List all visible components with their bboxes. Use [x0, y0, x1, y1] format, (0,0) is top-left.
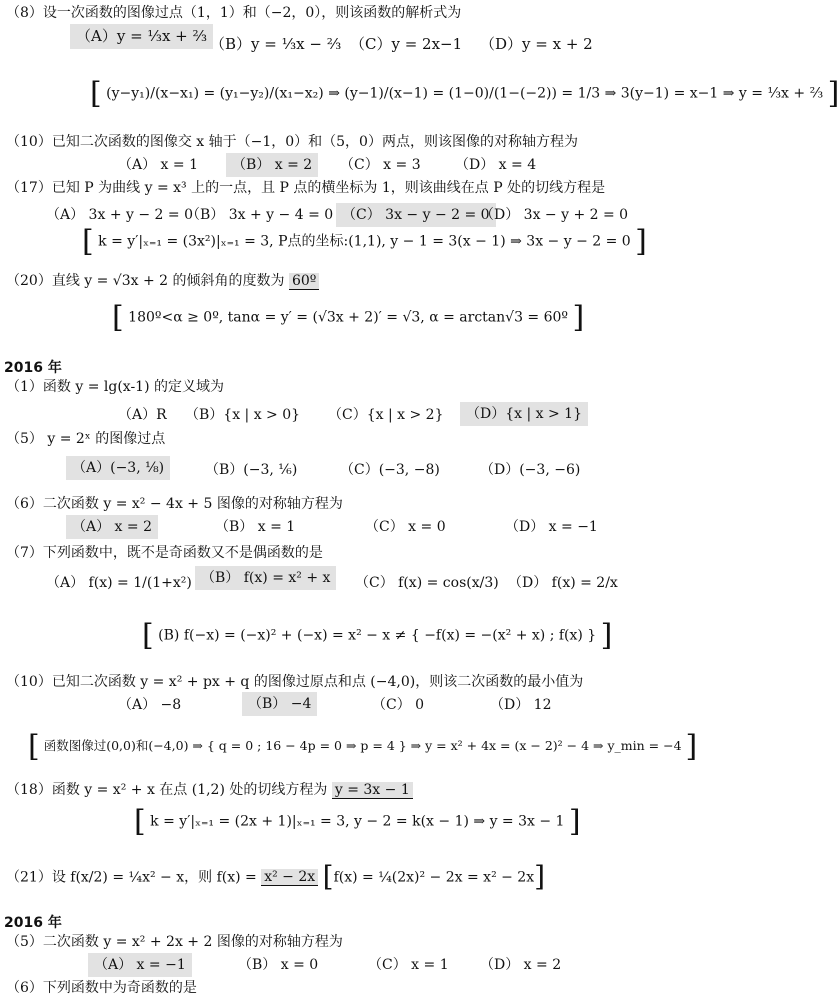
question-1-stem: （1）函数 y = lg(x-1) 的定义域为 [6, 379, 224, 395]
q10-option-d[interactable]: （D） x = 4 [455, 157, 537, 173]
q21-answer: x² − 2x [261, 869, 318, 886]
q8-option-b[interactable]: （B）y = ⅓x − ⅔ [210, 35, 342, 53]
q17-solution [82, 224, 647, 259]
q10b-solution [28, 729, 698, 764]
q8-option-c[interactable]: （C）y = 2x−1 [350, 35, 463, 53]
q10-option-c[interactable]: （C） x = 3 [340, 157, 421, 173]
q20-solution [112, 300, 585, 335]
question-8-stem: （8）设一次函数的图像过点（1，1）和（−2，0），则该函数的解析式为 [6, 5, 462, 21]
q6-option-d[interactable]: （D） x = −1 [505, 519, 598, 535]
q1-option-b[interactable]: （B）{x | x > 0} [185, 407, 301, 423]
q8-solution-text: (y−y₁)/(x−x₁) = (y₁−y₂)/(x₁−x₂) ⇒ (y−1)/(x−1) = (1−0)/(1−(−2)) = 1/3 ⇒ 3(y−1) = x−1 ⇒ y = ⅓x + ⅔ [106, 85, 824, 102]
bracket-right: ] [572, 300, 585, 335]
question-5-stem: （5） y = 2ˣ 的图像过点 [6, 431, 166, 447]
q20-solution-text: 180º<α ≥ 0º, tanα = y′ = (√3x + 2)′ = √3, α = arctan√3 = 60º [128, 309, 569, 326]
bracket-right: ] [534, 860, 546, 893]
q10b-option-d[interactable]: （D） 12 [490, 697, 552, 713]
q18-answer: y = 3x − 1 [332, 782, 413, 799]
q5b-option-a[interactable]: （A） x = −1 [88, 953, 192, 977]
q7-option-c[interactable]: （C） f(x) = cos(x/3) [355, 575, 499, 591]
question-18-stem [6, 783, 413, 798]
question-17-stem: （17）已知 P 为曲线 y = x³ 上的一点，且 P 点的横坐标为 1，则该曲线在点 P 处的切线方程是 [6, 180, 606, 196]
question-6b-stem: （6）下列函数中为奇函数的是 [6, 980, 197, 996]
q7-option-a[interactable]: （A） f(x) = 1/(1+x²) [46, 575, 192, 591]
bracket-left: [ [134, 804, 146, 839]
q6-option-a[interactable]: （A） x = 2 [66, 515, 158, 539]
q8-option-a[interactable]: （A）y = ⅓x + ⅔ [70, 24, 213, 49]
q5-option-b[interactable]: （B）(−3, ⅙) [205, 462, 298, 478]
q5b-option-d[interactable]: （D） x = 2 [480, 957, 562, 973]
bracket-right: ] [600, 618, 613, 653]
bracket-right: ] [827, 76, 839, 111]
bracket-left: [ [90, 76, 102, 111]
bracket-left: [ [142, 618, 154, 653]
q10b-option-c[interactable]: （C） 0 [372, 697, 425, 713]
q8-option-d[interactable]: （D）y = x + 2 [480, 35, 593, 53]
question-7-stem: （7）下列函数中，既不是奇函数又不是偶函数的是 [6, 545, 323, 561]
q6-option-c[interactable]: （C） x = 0 [365, 519, 446, 535]
q5b-option-c[interactable]: （C） x = 1 [368, 957, 449, 973]
year-heading-2: 2016 年 [4, 915, 62, 931]
q1-option-a[interactable]: （A）R [118, 407, 167, 423]
q18-stem-text: （18）函数 y = x² + x 在点 (1,2) 处的切线方程为 [6, 782, 328, 798]
q17-option-b[interactable]: （B） 3x + y − 4 = 0 [186, 207, 334, 223]
question-6-stem: （6）二次函数 y = x² − 4x + 5 图像的对称轴方程为 [6, 496, 343, 512]
q10b-solution-text: 函数图像过(0,0)和(−4,0) ⇒ { q = 0 ; 16 − 4p = 0 ⇒ p = 4 } ⇒ y = x² + 4x = (x − 2)² − 4 ⇒ y_min = −4 [43, 738, 682, 753]
question-5b-stem: （5）二次函数 y = x² + 2x + 2 图像的对称轴方程为 [6, 934, 343, 950]
q5b-option-b[interactable]: （B） x = 0 [238, 957, 319, 973]
q17-solution-text: k = y′|ₓ₌₁ = (3x²)|ₓ₌₁ = 3, P点的坐标:(1,1), y − 1 = 3(x − 1) ⇒ 3x − y − 2 = 0 [98, 233, 631, 250]
bracket-right: ] [635, 224, 647, 259]
q7-option-d[interactable]: （D） f(x) = 2/x [508, 575, 618, 591]
q18-solution-text: k = y′|ₓ₌₁ = (2x + 1)|ₓ₌₁ = 3, y − 2 = k(x − 1) ⇒ y = 3x − 1 [150, 813, 565, 830]
question-20-stem [6, 274, 319, 289]
bracket-left: [ [112, 300, 124, 335]
q1-option-d[interactable]: （D）{x | x > 1} [460, 402, 588, 426]
q7-option-b[interactable]: （B） f(x) = x² + x [195, 566, 336, 590]
q20-answer: 60º [289, 273, 319, 290]
q17-option-a[interactable]: （A） 3x + y − 2 = 0 [46, 207, 193, 223]
q5-option-c[interactable]: （C）(−3, −8) [340, 462, 440, 478]
question-10b-stem: （10）已知二次函数 y = x² + px + q 的图像过原点和点 (−4,0)，则该二次函数的最小值为 [6, 674, 584, 690]
q5-option-a[interactable]: （A）(−3, ⅛) [66, 456, 170, 480]
q10b-option-b[interactable]: （B） −4 [242, 692, 317, 716]
bracket-left: [ [82, 224, 94, 259]
q18-solution [134, 804, 581, 839]
q1-option-c[interactable]: （C）{x | x > 2} [328, 407, 444, 423]
q17-option-d[interactable]: （D） 3x − y + 2 = 0 [480, 207, 629, 223]
bracket-right: ] [685, 729, 698, 764]
q5-option-d[interactable]: （D）(−3, −6) [480, 462, 581, 478]
q10b-option-a[interactable]: （A） −8 [118, 697, 182, 713]
question-10-stem: （10）已知二次函数的图像交 x 轴于（−1，0）和（5，0）两点，则该图像的对称轴方程为 [6, 134, 578, 150]
q21-solution-text: f(x) = ¼(2x)² − 2x = x² − 2x [333, 869, 535, 886]
q10-option-a[interactable]: （A） x = 1 [118, 157, 198, 173]
year-heading: 2016 年 [4, 360, 62, 376]
question-21 [6, 862, 545, 893]
bracket-left: [ [28, 729, 40, 764]
q6-option-b[interactable]: （B） x = 1 [215, 519, 296, 535]
q8-solution [90, 76, 839, 111]
q7-solution-text: (B) f(−x) = (−x)² + (−x) = x² − x ≠ { −f(x) = −(x² + x) ; f(x) } [158, 627, 597, 644]
q21-stem-text: （21）设 f(x/2) = ¼x² − x，则 f(x) = [6, 869, 257, 886]
q7-solution [142, 618, 613, 653]
q20-stem-text: （20）直线 y = √3x + 2 的倾斜角的度数为 [6, 273, 285, 289]
q17-option-c[interactable]: （C） 3x − y − 2 = 0 [336, 203, 496, 227]
bracket-left: [ [322, 860, 334, 893]
q10-option-b[interactable]: （B） x = 2 [226, 153, 318, 177]
bracket-right: ] [568, 804, 581, 839]
